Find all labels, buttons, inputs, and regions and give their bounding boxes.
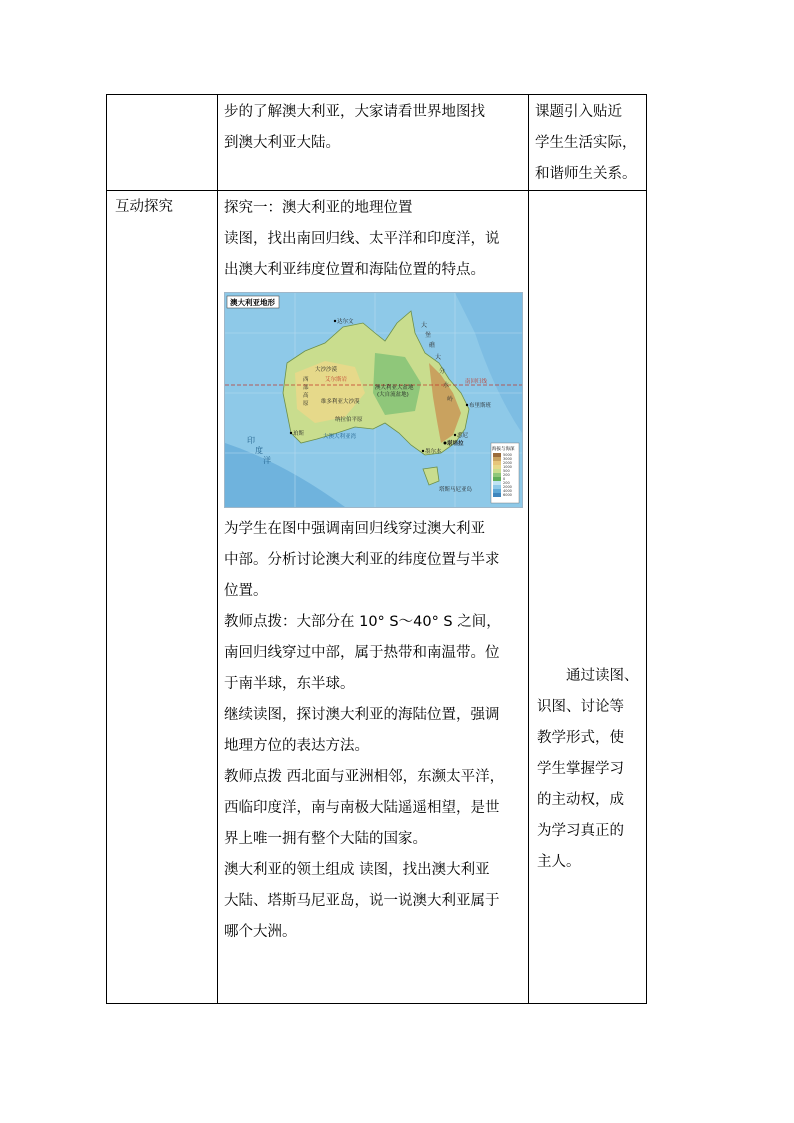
label-nullarbor: 纳拉伯平原	[335, 417, 363, 423]
label-wp-2: 部	[303, 385, 309, 391]
note-line-7: 主人。	[537, 854, 581, 870]
map-title: 澳大利亚地形	[230, 298, 275, 307]
legend-title: 海拔与海深	[492, 447, 515, 452]
label-reef-2: 堡	[425, 332, 432, 339]
legend-value: 200	[503, 473, 510, 477]
label-bight: 大澳大利亚湾	[323, 434, 357, 440]
para-b-line-2: 南回归线穿过中部，属于热带和南温带。位	[224, 645, 500, 661]
legend-value: 200	[503, 481, 510, 485]
label-darwin: 达尔文	[337, 319, 354, 325]
label-divide-2: 分	[439, 368, 446, 375]
legend-swatches	[493, 453, 501, 497]
row1-line-2: 到澳大利亚大陆。	[224, 135, 340, 151]
legend-value: 3000	[503, 457, 512, 461]
row1-note-line-3: 和谐师生关系。	[535, 166, 637, 182]
row1-note-cell	[529, 95, 647, 191]
para-b-line-1: 教师点拨：大部分在 10° S～40° S 之间，	[224, 614, 501, 630]
legend-value: 2000	[503, 485, 512, 489]
row2-label-cell	[107, 191, 218, 1004]
note-line-5: 的主动权，成	[537, 792, 624, 808]
para-e-line-2: 大陆、塔斯马尼亚岛，说一说澳大利亚属于	[224, 893, 500, 909]
para-a-line-2: 中部。分析讨论澳大利亚的纬度位置与半求	[224, 552, 500, 568]
label-melbourne: 墨尔本	[425, 449, 442, 455]
label-wp-4: 原	[303, 401, 309, 407]
label-artesian: 澳大利亚大盆地	[375, 385, 414, 391]
para-d-line-1: 教师点拨 西北面与亚洲相邻，东濒太平洋，	[224, 769, 505, 785]
label-reef-3: 礁	[429, 342, 436, 349]
row2-content-cell	[218, 191, 529, 1004]
label-wp-1: 西	[303, 377, 309, 383]
note-line-1: 通过读图、	[566, 668, 639, 684]
legend-value: 5000	[503, 453, 512, 457]
para-a-line-3: 位置。	[224, 583, 268, 599]
label-great-sandy: 大沙沙漠	[315, 367, 338, 373]
para-d-line-2: 西临印度洋，南与南极大陆遥遥相望，是世	[224, 800, 500, 816]
label-artesian-sub: (大自流盆地)	[377, 392, 409, 398]
legend-value: 0	[503, 477, 506, 481]
para-c-line-2: 地理方位的表达方法。	[224, 738, 369, 754]
label-reef-1: 大	[421, 322, 428, 329]
row1-line-1: 步的了解澳大利亚，大家请看世界地图找	[224, 104, 485, 120]
row1-content-cell	[218, 95, 529, 191]
para-b-line-3: 于南半球，东半球。	[224, 676, 355, 692]
table-row	[107, 191, 647, 1004]
row1-label-cell	[107, 95, 218, 191]
table-row	[107, 95, 647, 191]
lesson-table	[106, 94, 647, 1004]
section-label: 互动探究	[115, 199, 173, 215]
para-e-line-1: 澳大利亚的领土组成 读图，找出澳大利亚	[224, 862, 490, 878]
label-sydney: 悉尼	[457, 433, 469, 439]
label-ayers: 艾尔斯岩	[325, 377, 348, 383]
legend-value: 4000	[503, 489, 512, 493]
label-divide-3: 水	[443, 382, 450, 389]
legend-value: 500	[503, 469, 510, 473]
australia-terrain-map	[224, 292, 523, 508]
task-line-1: 读图，找出南回归线、太平洋和印度洋，说	[224, 231, 500, 247]
label-victoria-desert: 维多利亚大沙漠	[321, 399, 360, 405]
legend-value: 1000	[503, 465, 512, 469]
row1-note-line-2: 学生生活实际，	[535, 135, 637, 151]
para-e-line-3: 哪个大洲。	[224, 924, 297, 940]
legend-value: 2000	[503, 461, 512, 465]
note-line-2: 识图、讨论等	[537, 699, 624, 715]
task-line-2: 出澳大利亚纬度位置和海陆位置的特点。	[224, 262, 485, 278]
label-divide-4: 岭	[447, 396, 454, 403]
label-indian-1: 印	[247, 436, 255, 445]
para-a-line-1: 为学生在图中强调南回归线穿过澳大利亚	[224, 521, 485, 537]
map-svg	[225, 293, 522, 507]
label-divide-1: 大	[435, 354, 442, 361]
para-c-line-1: 继续读图，探讨澳大利亚的海陆位置，强调	[224, 707, 500, 723]
label-tasmania: 塔斯马尼亚岛	[439, 487, 473, 493]
legend-value: 6000	[503, 493, 512, 497]
note-line-6: 为学习真正的	[537, 823, 624, 839]
label-indian-3: 洋	[263, 456, 271, 465]
label-canberra: 堪培拉	[447, 441, 464, 447]
label-perth: 珀斯	[293, 431, 305, 437]
note-line-3: 教学形式，使	[537, 730, 624, 746]
label-indian-2: 度	[255, 446, 263, 455]
row1-note-line-1: 课题引入贴近	[535, 104, 622, 120]
note-line-4: 学生掌握学习	[537, 761, 624, 777]
label-brisbane: 布里斯班	[469, 403, 492, 409]
row2-note-cell	[529, 191, 647, 1004]
label-wp-3: 高	[303, 393, 309, 399]
inquiry-heading: 探究一：澳大利亚的地理位置	[224, 200, 413, 216]
label-tropic: 南回归线	[465, 379, 488, 385]
para-d-line-3: 界上唯一拥有整个大陆的国家。	[224, 831, 427, 847]
